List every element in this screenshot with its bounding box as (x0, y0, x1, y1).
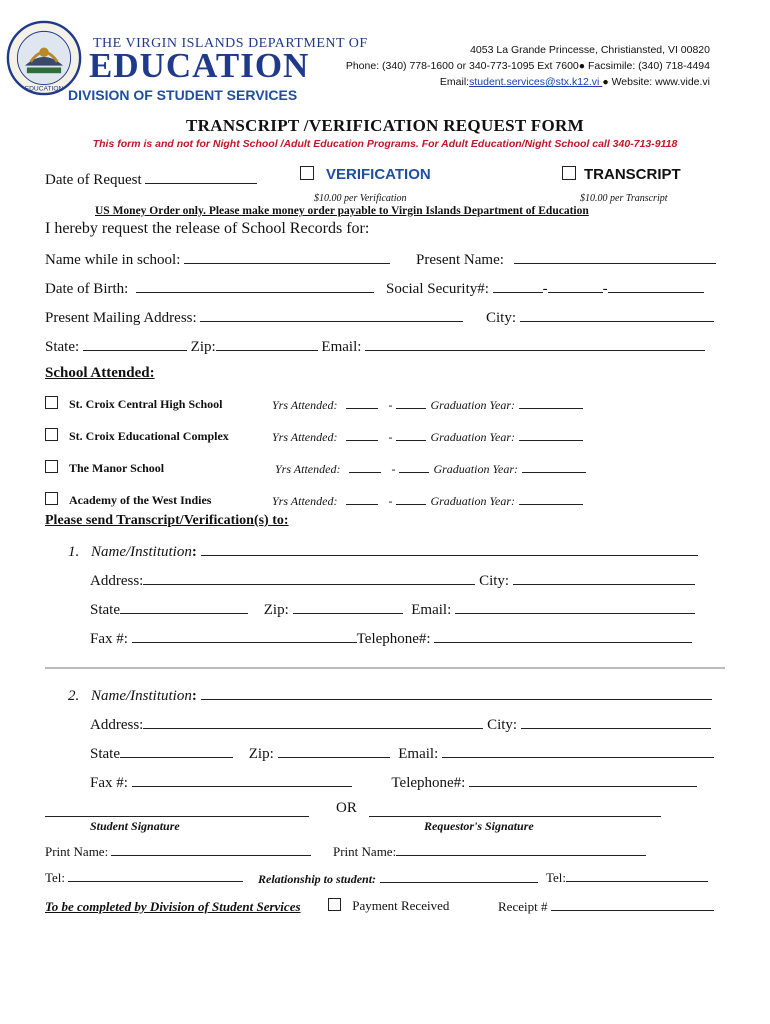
name-institution-label: Name/Institution (91, 688, 192, 704)
department-line: THE VIRGIN ISLANDS DEPARTMENT OF (93, 36, 368, 51)
zip-label: Zip: (248, 746, 274, 762)
school-years-row: Yrs Attended: - Graduation Year: (275, 460, 586, 478)
graduation-year-label: Graduation Year: (430, 494, 516, 508)
print-name-label: Print Name: (45, 844, 109, 859)
yrs-from-field[interactable] (346, 397, 378, 409)
relationship-field[interactable] (380, 871, 538, 883)
ssn-row: Social Security#: - - (386, 278, 704, 298)
ssn-part2[interactable] (548, 278, 603, 293)
relationship-row (258, 870, 538, 888)
school-name: St. Croix Educational Complex (69, 429, 229, 443)
money-order-note: US Money Order only. Please make money order payable to Virgin Islands Department of Education (95, 205, 589, 217)
phone-text: Phone: (340) 778-1600 or 340-773-1095 Ext 7600● Facsimile: (340) 718-4494 (345, 60, 710, 72)
payment-received-checkbox[interactable] (328, 898, 341, 911)
release-text: I hereby request the release of School Records for: (45, 220, 370, 237)
division-name: DIVISION OF STUDENT SERVICES (68, 87, 298, 103)
graduation-year-field[interactable] (522, 461, 586, 473)
mailing-field[interactable] (200, 307, 463, 322)
email-field[interactable] (365, 336, 705, 351)
address-field[interactable] (143, 714, 483, 729)
yrs-attended-label: Yrs Attended: (272, 494, 338, 508)
state-label: State: (45, 339, 80, 355)
fax-label: Fax #: (90, 631, 128, 647)
fax-field[interactable] (132, 628, 357, 643)
recipient-2-fax-row (90, 772, 697, 792)
email-field[interactable] (442, 743, 714, 758)
requestor-tel-field[interactable] (566, 870, 708, 882)
or-label: OR (336, 800, 357, 816)
school-row (45, 395, 222, 413)
form-title: TRANSCRIPT /VERIFICATION REQUEST FORM (186, 116, 584, 135)
school-checkbox[interactable] (45, 460, 58, 473)
requestor-signature-line[interactable] (369, 816, 661, 817)
dob-field[interactable] (136, 278, 374, 293)
email-label: Email: (411, 602, 452, 618)
student-tel-field[interactable] (68, 870, 243, 882)
tel-label: Tel: (546, 870, 567, 885)
print-name-label: Print Name: (333, 844, 397, 859)
school-row (45, 427, 229, 445)
ssn-label: Social Security#: (386, 281, 489, 297)
yrs-from-field[interactable] (346, 493, 378, 505)
transcript-option (562, 166, 681, 184)
name-institution-field[interactable] (201, 685, 712, 700)
email-link[interactable]: student.services@stx.k12.vi (469, 76, 603, 88)
city-label: City: (486, 310, 517, 326)
email-field[interactable] (455, 599, 695, 614)
yrs-attended-label: Yrs Attended: (272, 430, 338, 444)
recipient-2-name-row: 2. Name/Institution: (68, 685, 712, 705)
transcript-label: TRANSCRIPT (584, 166, 681, 183)
graduation-year-field[interactable] (519, 429, 583, 441)
state-label: State (90, 602, 120, 618)
date-label: Date of Request (45, 172, 142, 188)
recipient-1-name-row: 1. Name/Institution: (68, 541, 698, 561)
recipient-1-fax-row (90, 628, 692, 648)
school-attended-heading: School Attended: (45, 365, 155, 381)
city-row (486, 307, 714, 327)
payment-received-row (328, 898, 449, 914)
name-in-school-label: Name while in school: (45, 252, 181, 268)
send-to-heading: Please send Transcript/Verification(s) to: (45, 513, 289, 528)
zip-label: Zip: (263, 602, 289, 618)
website-text: ● Website: www.vide.vi (602, 76, 710, 88)
school-checkbox[interactable] (45, 492, 58, 505)
payment-received-label: Payment Received (352, 898, 450, 913)
yrs-attended-label: Yrs Attended: (275, 462, 341, 476)
city-field[interactable] (513, 570, 695, 585)
receipt-field[interactable] (551, 899, 714, 911)
email-website-line (346, 74, 710, 90)
present-name-label: Present Name: (416, 252, 504, 268)
email-label: Email: (398, 746, 439, 762)
state-label: State (90, 746, 120, 762)
requestor-tel-row (546, 870, 708, 886)
verification-fee: $10.00 per Verification (314, 193, 407, 204)
school-name: The Manor School (69, 461, 165, 475)
date-field[interactable] (145, 169, 257, 184)
state-zip-email-row (45, 336, 705, 356)
name-in-school-row (45, 249, 390, 269)
recipient-1-address-row (90, 570, 695, 590)
date-of-request (45, 169, 257, 189)
address-label: Address: (90, 717, 144, 733)
recipient-2-state-row (90, 743, 714, 763)
student-signature-line[interactable] (45, 816, 309, 817)
yrs-from-field[interactable] (349, 461, 381, 473)
student-print-name-row (45, 844, 311, 860)
school-years-row: Yrs Attended: - Graduation Year: (272, 492, 583, 510)
student-print-name-field[interactable] (111, 844, 311, 856)
city-label: City: (479, 573, 510, 589)
name-institution-label: Name/Institution (91, 544, 192, 560)
requestor-print-name-field[interactable] (396, 844, 646, 856)
graduation-year-field[interactable] (519, 493, 583, 505)
school-row (45, 491, 211, 509)
dob-row (45, 278, 374, 298)
telephone-field[interactable] (434, 628, 692, 643)
student-tel-row (45, 870, 243, 886)
yrs-from-field[interactable] (346, 429, 378, 441)
telephone-label: Telephone#: (356, 631, 431, 647)
fax-label: Fax #: (90, 775, 128, 791)
school-checkbox[interactable] (45, 428, 58, 441)
recipient-2-address-row (90, 714, 711, 734)
form-subtitle: This form is and not for Night School /Adult Education Programs. For Adult Education/Night School call 340-713-9118 (92, 138, 678, 150)
graduation-year-label: Graduation Year: (433, 462, 519, 476)
ssn-part1[interactable] (493, 278, 543, 293)
contact-block (346, 42, 710, 90)
present-name-field[interactable] (514, 249, 716, 264)
receipt-row (498, 899, 714, 915)
yrs-to-field[interactable] (396, 397, 426, 409)
yrs-to-field[interactable] (396, 493, 426, 505)
section-divider (45, 667, 725, 669)
school-years-row: Yrs Attended: - Graduation Year: (272, 428, 583, 446)
city-field[interactable] (520, 307, 714, 322)
present-name-row (416, 249, 716, 269)
verification-option (300, 166, 431, 184)
requestor-print-name-row (333, 844, 646, 860)
recipient-number: 1. (68, 544, 80, 560)
email-prefix: Email: (439, 76, 470, 88)
recipient-number: 2. (68, 688, 80, 704)
verification-label: VERIFICATION (326, 166, 431, 183)
yrs-attended-label: Yrs Attended: (272, 398, 338, 412)
dob-label: Date of Birth: (45, 281, 129, 297)
requestor-signature-label: Requestor's Signature (424, 819, 534, 833)
verification-checkbox[interactable] (300, 166, 314, 180)
city-label: City: (487, 717, 518, 733)
mailing-row (45, 307, 463, 327)
school-name: Academy of the West Indies (69, 493, 212, 507)
school-checkbox[interactable] (45, 396, 58, 409)
school-years-row: Yrs Attended: - Graduation Year: (272, 396, 583, 414)
school-name: St. Croix Central High School (69, 397, 223, 411)
yrs-to-field[interactable] (396, 429, 426, 441)
state-field[interactable] (83, 336, 187, 351)
recipient-1-state-row (90, 599, 695, 619)
zip-field[interactable] (216, 336, 318, 351)
address-label: Address: (90, 573, 144, 589)
zip-field[interactable] (278, 743, 390, 758)
state-field[interactable] (120, 599, 248, 614)
state-field[interactable] (120, 743, 233, 758)
receipt-label: Receipt # (498, 899, 548, 914)
graduation-year-label: Graduation Year: (430, 430, 516, 444)
telephone-label: Telephone#: (391, 775, 466, 791)
address-text: 4053 La Grande Princesse, Christiansted, VI 00820 (470, 44, 710, 56)
ssn-part3[interactable] (608, 278, 704, 293)
department-seal-logo (6, 20, 82, 96)
department-name: EDUCATION (89, 46, 310, 85)
zip-field[interactable] (293, 599, 403, 614)
yrs-to-field[interactable] (399, 461, 429, 473)
telephone-field[interactable] (469, 772, 697, 787)
city-field[interactable] (521, 714, 711, 729)
transcript-checkbox[interactable] (562, 166, 576, 180)
address-field[interactable] (143, 570, 475, 585)
fax-field[interactable] (132, 772, 352, 787)
zip-label: Zip: (190, 339, 216, 355)
seal-text: EDUCATION (24, 85, 64, 93)
graduation-year-field[interactable] (519, 397, 583, 409)
office-use-note: To be completed by Division of Student Services (45, 899, 301, 914)
tel-label: Tel: (45, 870, 66, 885)
name-institution-field[interactable] (201, 541, 698, 556)
student-signature-label: Student Signature (90, 819, 180, 833)
graduation-year-label: Graduation Year: (430, 398, 516, 412)
transcript-fee: $10.00 per Transcript (580, 193, 668, 204)
school-row (45, 459, 164, 477)
mailing-label: Present Mailing Address: (45, 310, 197, 326)
relationship-label: Relationship to student: (258, 872, 377, 886)
name-in-school-field[interactable] (184, 249, 390, 264)
email-label: Email: (321, 339, 362, 355)
